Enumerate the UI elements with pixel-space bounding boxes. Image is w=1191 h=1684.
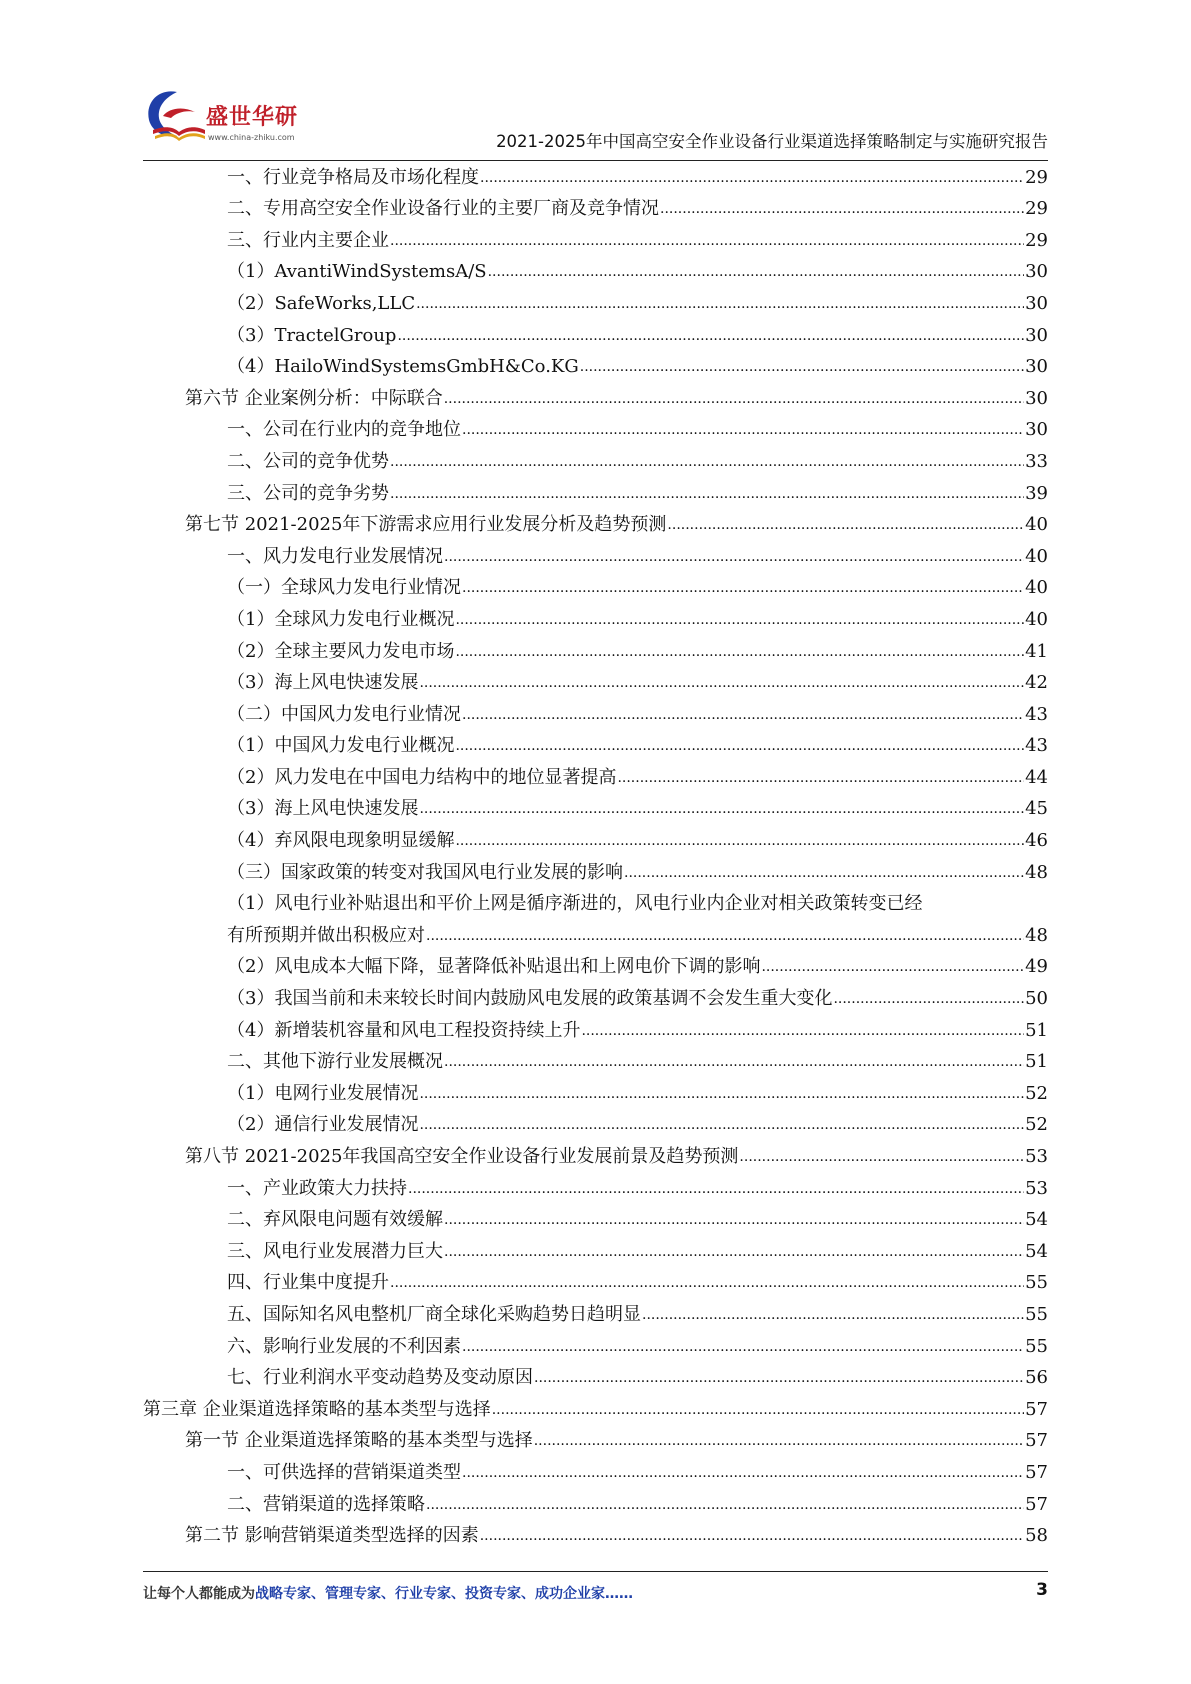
slogan-prefix: 让每个人都能成为	[143, 1586, 255, 1602]
toc-page-number: 30	[1025, 261, 1048, 283]
toc-entry-title: （三）国家政策的转变对我国风电行业发展的影响	[227, 861, 623, 883]
toc-leader-dots	[419, 1115, 1024, 1135]
toc-leader-dots	[462, 1463, 1024, 1483]
logo-emblem-icon	[143, 86, 207, 148]
toc-page-number: 43	[1025, 703, 1048, 725]
toc-leader-dots	[390, 1273, 1024, 1293]
toc-entry-title: 六、影响行业发展的不利因素	[227, 1335, 461, 1357]
toc-entry[interactable]	[143, 1234, 1048, 1266]
toc-entry[interactable]	[143, 823, 1048, 855]
toc-leader-dots	[390, 231, 1024, 251]
toc-entry-title: （1）风电行业补贴退出和平价上网是循序渐进的，风电行业内企业对相关政策转变已经	[227, 893, 923, 915]
toc-page-number: 45	[1025, 798, 1048, 820]
page-header	[143, 78, 1048, 160]
toc-leader-dots	[390, 452, 1024, 472]
toc-page-number: 48	[1025, 861, 1048, 883]
toc-entry[interactable]	[143, 539, 1048, 571]
toc-leader-dots	[534, 1368, 1024, 1388]
toc-leader-dots	[462, 705, 1024, 725]
toc-entry-title: 二、专用高空安全作业设备行业的主要厂商及竞争情况	[227, 198, 659, 220]
toc-page-number: 53	[1025, 1146, 1048, 1167]
toc-leader-dots	[426, 1495, 1024, 1515]
logo-url: www.china-zhiku.com	[208, 133, 295, 142]
toc-page-number: 50	[1025, 988, 1048, 1010]
toc-entry[interactable]	[143, 1455, 1048, 1487]
toc-entry[interactable]	[143, 1203, 1048, 1235]
toc-entry-title: （3）海上风电快速发展	[227, 798, 419, 820]
toc-entry-title: 三、行业内主要企业	[227, 229, 389, 251]
footer-divider	[143, 1571, 1048, 1572]
toc-leader-dots	[419, 1084, 1024, 1104]
toc-entry-title: 二、其他下游行业发展概况	[227, 1051, 443, 1073]
toc-page-number: 57	[1025, 1398, 1048, 1420]
toc-entry[interactable]	[143, 413, 1048, 445]
toc-page-number: 57	[1025, 1430, 1048, 1452]
toc-page-number: 54	[1025, 1240, 1048, 1262]
toc-page-number: 51	[1025, 1051, 1048, 1073]
toc-entry-title: 第七节 2021-2025年下游需求应用行业发展分析及趋势预测	[185, 514, 667, 536]
toc-entry-title: 四、行业集中度提升	[227, 1272, 389, 1294]
toc-leader-dots	[480, 168, 1024, 188]
toc-entry-title: （1）全球风力发电行业概况	[227, 608, 455, 630]
toc-leader-dots	[444, 389, 1024, 409]
toc-leader-dots	[617, 768, 1024, 788]
toc-page-number: 33	[1025, 450, 1048, 472]
toc-page-number: 48	[1025, 924, 1048, 946]
toc-entry-title: 三、公司的竞争劣势	[227, 482, 389, 504]
toc-entry-title: （4）弃风限电现象明显缓解	[227, 830, 455, 852]
toc-page-number: 46	[1025, 830, 1048, 852]
toc-entry[interactable]	[143, 792, 1048, 824]
toc-entry-title: 一、产业政策大力扶持	[227, 1177, 407, 1199]
toc-entry-title: 第八节 2021-2025年我国高空安全作业设备行业发展前景及趋势预测	[185, 1146, 739, 1167]
toc-leader-dots	[667, 515, 1024, 535]
toc-page-number: 40	[1025, 608, 1048, 630]
toc-page-number: 29	[1025, 198, 1048, 220]
toc-leader-dots	[462, 1337, 1024, 1357]
toc-leader-dots	[660, 199, 1024, 219]
toc-leader-dots	[580, 357, 1024, 377]
toc-entry-title: 一、可供选择的营销渠道类型	[227, 1461, 461, 1483]
toc-entry-title: （3）TractelGroup	[227, 324, 397, 346]
toc-entry[interactable]	[143, 1108, 1048, 1140]
toc-entry-title: （1）AvantiWindSystemsA/S	[227, 261, 487, 283]
toc-page-number: 51	[1025, 1019, 1048, 1041]
toc-entry-title: 五、国际知名风电整机厂商全球化采购趋势日趋明显	[227, 1303, 641, 1325]
toc-entry[interactable]	[143, 1487, 1048, 1519]
toc-entry-title: 有所预期并做出积极应对	[227, 924, 425, 946]
toc-entry-title: （3）海上风电快速发展	[227, 672, 419, 694]
toc-leader-dots	[444, 1242, 1024, 1262]
toc-page-number: 29	[1025, 166, 1048, 188]
toc-page-number: 40	[1025, 577, 1048, 599]
toc-page-number: 43	[1025, 735, 1048, 757]
toc-entry[interactable]	[143, 855, 1048, 887]
toc-leader-dots	[419, 799, 1024, 819]
toc-entry-title: 七、行业利润水平变动趋势及变动原因	[227, 1367, 533, 1389]
slogan-highlight: 战略专家、管理专家、行业专家、投资专家、成功企业家……	[255, 1586, 633, 1602]
toc-page-number: 52	[1025, 1114, 1048, 1136]
toc-entry[interactable]	[143, 1171, 1048, 1203]
toc-entry[interactable]	[143, 286, 1048, 318]
toc-leader-dots	[488, 262, 1025, 282]
toc-entry[interactable]	[143, 1045, 1048, 1077]
toc-entry-title: 三、风电行业发展潜力巨大	[227, 1240, 443, 1262]
toc-entry[interactable]	[143, 1297, 1048, 1329]
toc-entry-title: 一、风力发电行业发展情况	[227, 545, 443, 567]
toc-page-number: 57	[1025, 1461, 1048, 1483]
toc-entry-title: （一）全球风力发电行业情况	[227, 577, 461, 599]
toc-entry-title: 二、弃风限电问题有效缓解	[227, 1209, 443, 1231]
toc-entry[interactable]	[143, 950, 1048, 982]
toc-entry[interactable]	[143, 444, 1048, 476]
logo-name: 盛世华研	[206, 105, 299, 130]
toc-leader-dots	[462, 420, 1024, 440]
toc-leader-dots	[408, 1179, 1024, 1199]
report-title: 2021-2025年中国高空安全作业设备行业渠道选择策略制定与实施研究报告	[496, 132, 1048, 151]
toc-entry[interactable]	[143, 1329, 1048, 1361]
toc-entry[interactable]	[143, 508, 1048, 540]
toc-page-number: 30	[1025, 292, 1048, 314]
toc-entry-title: （4）新增装机容量和风电工程投资持续上升	[227, 1019, 581, 1041]
toc-entry[interactable]	[143, 1076, 1048, 1108]
toc-entry[interactable]	[143, 887, 1048, 919]
toc-entry-title: （2）风力发电在中国电力结构中的地位显著提高	[227, 766, 617, 788]
toc-entry-title: （1）中国风力发电行业概况	[227, 735, 455, 757]
toc-page-number: 39	[1025, 482, 1048, 504]
toc-leader-dots	[739, 1147, 1024, 1167]
toc-page-number: 40	[1025, 514, 1048, 536]
toc-entry[interactable]	[143, 1139, 1048, 1171]
toc-leader-dots	[642, 1305, 1024, 1325]
toc-entry[interactable]	[143, 381, 1048, 413]
toc-entry[interactable]	[143, 476, 1048, 508]
toc-leader-dots	[534, 1431, 1024, 1451]
toc-leader-dots	[624, 863, 1024, 883]
toc-leader-dots	[416, 294, 1024, 314]
toc-page-number: 40	[1025, 545, 1048, 567]
toc-entry-title: （2）全球主要风力发电市场	[227, 640, 455, 662]
toc-entry-title: 一、行业竞争格局及市场化程度	[227, 166, 479, 188]
toc-entry[interactable]	[143, 602, 1048, 634]
footer-slogan	[143, 1583, 633, 1603]
toc-leader-dots	[455, 831, 1024, 851]
toc-page-number: 30	[1025, 419, 1048, 441]
page-number: 3	[1036, 1580, 1048, 1600]
toc-entry[interactable]	[143, 1519, 1048, 1551]
toc-entry-title: 第二节 影响营销渠道类型选择的因素	[185, 1525, 479, 1547]
toc-leader-dots	[455, 610, 1024, 630]
toc-leader-dots	[761, 957, 1024, 977]
toc-leader-dots	[397, 326, 1024, 346]
toc-entry[interactable]	[143, 1266, 1048, 1298]
toc-leader-dots	[426, 926, 1024, 946]
toc-entry-title: 第一节 企业渠道选择策略的基本类型与选择	[185, 1430, 533, 1452]
toc-page-number: 53	[1025, 1177, 1048, 1199]
toc-leader-dots	[480, 1526, 1024, 1546]
toc-entry-title: 二、公司的竞争优势	[227, 450, 389, 472]
toc-leader-dots	[455, 642, 1024, 662]
table-of-contents	[143, 160, 1048, 1550]
toc-entry[interactable]	[143, 1361, 1048, 1393]
toc-page-number: 52	[1025, 1082, 1048, 1104]
toc-entry-title: （2）SafeWorks,LLC	[227, 292, 416, 314]
toc-page-number: 57	[1025, 1493, 1048, 1515]
toc-page-number: 49	[1025, 956, 1048, 978]
toc-entry[interactable]	[143, 1013, 1048, 1045]
toc-entry[interactable]	[143, 571, 1048, 603]
toc-entry[interactable]	[143, 697, 1048, 729]
toc-leader-dots	[462, 578, 1024, 598]
toc-entry[interactable]	[143, 223, 1048, 255]
toc-page-number: 44	[1025, 766, 1048, 788]
toc-entry-title: （1）电网行业发展情况	[227, 1082, 419, 1104]
toc-entry[interactable]	[143, 350, 1048, 382]
toc-entry-title: 第六节 企业案例分析：中际联合	[185, 387, 443, 409]
toc-entry[interactable]	[143, 255, 1048, 287]
toc-entry[interactable]	[143, 318, 1048, 350]
toc-leader-dots	[455, 736, 1024, 756]
toc-entry-title: （二）中国风力发电行业情况	[227, 703, 461, 725]
toc-page-number: 42	[1025, 672, 1048, 694]
toc-leader-dots	[492, 1400, 1024, 1420]
toc-page-number: 55	[1025, 1335, 1048, 1357]
toc-page-number: 41	[1025, 640, 1048, 662]
toc-page-number: 55	[1025, 1303, 1048, 1325]
toc-leader-dots	[419, 673, 1024, 693]
company-logo	[143, 86, 313, 156]
toc-entry[interactable]	[143, 918, 1048, 950]
toc-page-number: 30	[1025, 387, 1048, 409]
toc-entry-title: 一、公司在行业内的竞争地位	[227, 419, 461, 441]
toc-leader-dots	[444, 1052, 1024, 1072]
toc-page-number: 54	[1025, 1209, 1048, 1231]
toc-entry-title: （2）通信行业发展情况	[227, 1114, 419, 1136]
toc-entry[interactable]	[143, 192, 1048, 224]
toc-entry[interactable]	[143, 729, 1048, 761]
toc-entry[interactable]	[143, 981, 1048, 1013]
toc-entry-title: 第三章 企业渠道选择策略的基本类型与选择	[143, 1398, 491, 1420]
toc-page-number: 30	[1025, 356, 1048, 378]
toc-entry[interactable]	[143, 760, 1048, 792]
toc-entry[interactable]	[143, 1392, 1048, 1424]
toc-leader-dots	[444, 1210, 1024, 1230]
toc-entry-title: （2）风电成本大幅下降，显著降低补贴退出和上网电价下调的影响	[227, 956, 761, 978]
toc-entry[interactable]	[143, 666, 1048, 698]
toc-leader-dots	[833, 989, 1024, 1009]
toc-page-number: 29	[1025, 229, 1048, 251]
toc-entry-title: （3）我国当前和未来较长时间内鼓励风电发展的政策基调不会发生重大变化	[227, 988, 833, 1010]
toc-page-number: 30	[1025, 324, 1048, 346]
toc-leader-dots	[444, 547, 1024, 567]
toc-entry[interactable]	[143, 634, 1048, 666]
toc-entry[interactable]	[143, 1424, 1048, 1456]
toc-page-number: 56	[1025, 1367, 1048, 1389]
toc-leader-dots	[581, 1021, 1024, 1041]
toc-leader-dots	[390, 484, 1024, 504]
toc-page-number: 55	[1025, 1272, 1048, 1294]
toc-page-number: 58	[1025, 1525, 1048, 1547]
toc-entry-title: （4）HailoWindSystemsGmbH&Co.KG	[227, 356, 579, 378]
toc-entry-title: 二、营销渠道的选择策略	[227, 1493, 425, 1515]
toc-entry[interactable]	[143, 160, 1048, 192]
